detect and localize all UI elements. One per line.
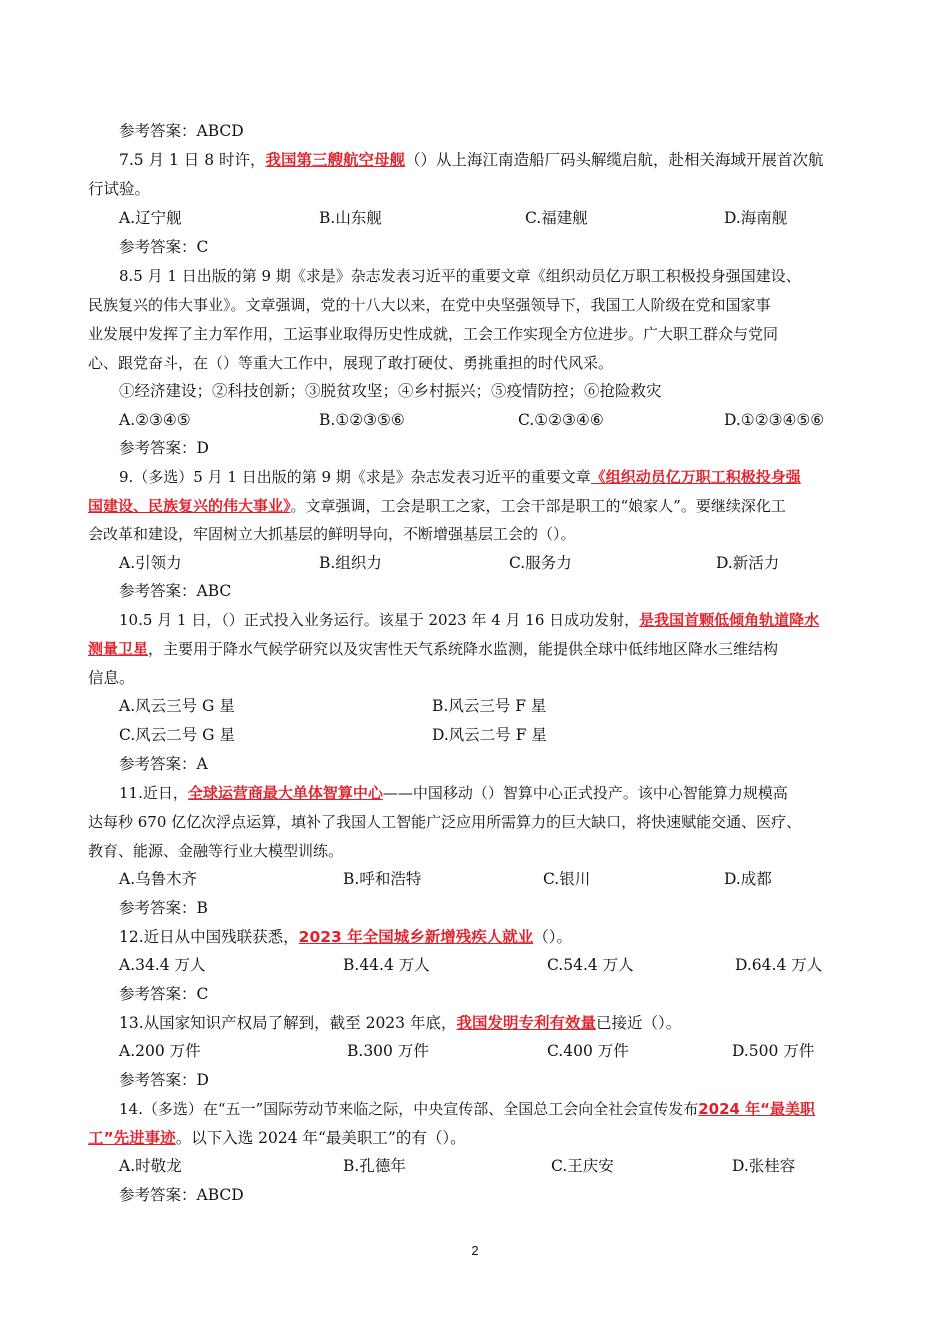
question-8-line-3: 业发展中发挥了主力军作用，工运事业取得历史性成就，工会工作实现全方位进步。广大职工群众与党同 [88,325,779,343]
question-14-line-1 [119,1095,895,1124]
q12-option-a: A.34.4 万人 [119,956,206,974]
q14-option-c: C.王庆安 [551,1157,614,1175]
q9-option-c: C.服务力 [509,554,572,572]
answer-q11: 参考答案：B [119,899,208,917]
q12-highlight: 2023 年全国城乡新增残疾人就业 [298,928,534,946]
q13-option-c: C.400 万件 [547,1042,629,1060]
q13-text: 13.从国家知识产权局了解到，截至 2023 年底， [119,1014,457,1032]
q9-highlight-1: 《组织动员亿万职工积极投身强 [590,468,801,486]
q12-text-cont: （）。 [533,928,572,946]
question-14-line-2 [88,1124,864,1153]
question-8-line-2: 民族复兴的伟大事业》。文章强调，党的十八大以来，在党中央坚强领导下，我国工人阶级在党和国家事 [88,296,771,314]
answer-q12: 参考答案：C [119,985,209,1003]
q12-option-d: D.64.4 万人 [735,956,823,974]
question-7-line-1 [119,146,895,175]
q8-option-d: D.①②③④⑤⑥ [724,411,825,429]
q11-option-b: B.呼和浩特 [343,870,422,888]
q10-option-d: D.风云二号 F 星 [432,726,547,744]
q10-option-b: B.风云三号 F 星 [432,697,547,715]
page-number: 2 [471,1243,479,1258]
q13-option-b: B.300 万件 [347,1042,429,1060]
question-8-line-4: 心、跟党奋斗，在（）等重大工作中，展现了敢打硬仗、勇挑重担的时代风采。 [88,354,614,372]
q12-option-b: B.44.4 万人 [343,956,430,974]
question-11-line-2: 达每秒 670 亿亿次浮点运算，填补了我国人工智能广泛应用所需算力的巨大缺口，将快速赋能交通、医疗、 [88,813,802,831]
question-8-line-1: 8.5 月 1 日出版的第 9 期《求是》杂志发表习近平的重要文章《组织动员亿万职工积极投身强国建设、 [119,267,801,285]
q10-highlight-2: 测量卫星 [88,640,149,658]
question-8-items: ①经济建设；②科技创新；③脱贫攻坚；④乡村振兴；⑤疫情防控；⑥抢险救灾 [119,382,662,400]
q11-highlight: 全球运营商最大单体智算中心 [187,784,383,802]
q13-text-cont: 已接近（）。 [595,1014,682,1032]
q13-option-a: A.200 万件 [119,1042,201,1060]
q11-text-cont: ——中国移动（）智算中心正式投产。该中心智能算力规模高 [382,784,788,802]
answer-q13: 参考答案：D [119,1071,209,1089]
q11-option-c: C.银川 [543,870,591,888]
q9-option-a: A.引领力 [119,554,182,572]
q10-text: 10.5 月 1 日，（）正式投入业务运行。该星于 2023 年 4 月 16 日成功发射， [119,611,640,629]
q14-highlight-1: 2024 年“最美职 [698,1100,816,1118]
question-9-line-1 [119,463,895,492]
q14-highlight-2: 工”先进事迹 [88,1129,176,1147]
q10-text-cont: ，主要用于降水气候学研究以及灾害性天气系统降水监测，能提供全球中低纬地区降水三维结构 [148,640,779,658]
q7-text: 7.5 月 1 日 8 时许， [119,151,266,169]
q7-option-b: B.山东舰 [319,209,382,227]
question-7-line-2: 行试验。 [88,180,151,198]
answer-q7: 参考答案：C [119,238,209,256]
q10-highlight-1: 是我国首颗低倾角轨道降水 [639,611,820,629]
question-9-line-3: 会改革和建设，牢固树立大抓基层的鲜明导向，不断增强基层工会的（）。 [88,525,576,543]
answer-q8: 参考答案：D [119,439,209,457]
q7-option-c: C.福建舰 [525,209,588,227]
q8-option-a: A.②③④⑤ [119,411,191,429]
q13-option-d: D.500 万件 [732,1042,815,1060]
q9-text: 9.（多选）5 月 1 日出版的第 9 期《求是》杂志发表习近平的重要文章 [119,468,591,486]
question-10-line-2 [88,635,864,664]
q14-option-a: A.时敬龙 [119,1157,182,1175]
q12-text: 12.近日从中国残联获悉， [119,928,299,946]
question-13 [119,1009,895,1038]
question-10-line-3: 信息。 [88,669,135,687]
answer-q10: 参考答案：A [119,755,208,773]
q7-highlight: 我国第三艘航空母舰 [265,151,406,169]
q8-option-c: C.①②③④⑥ [518,411,604,429]
question-9-line-2 [88,492,864,521]
answer-q14: 参考答案：ABCD [119,1186,244,1204]
q7-option-a: A.辽宁舰 [119,209,182,227]
q12-option-c: C.54.4 万人 [547,956,634,974]
q8-option-b: B.①②③⑤⑥ [319,411,405,429]
q10-option-a: A.风云三号 G 星 [119,697,235,715]
q14-option-b: B.孔德年 [343,1157,406,1175]
q9-option-b: B.组织力 [319,554,382,572]
q9-text-cont: 。文章强调，工会是职工之家，工会干部是职工的“娘家人”。要继续深化工 [290,497,786,515]
question-12 [119,923,895,952]
q10-option-c: C.风云二号 G 星 [119,726,235,744]
q11-option-a: A.乌鲁木齐 [119,870,198,888]
q14-text: 14.（多选）在“五一”国际劳动节来临之际，中央宣传部、全国总工会向全社会宣传发布 [119,1100,699,1118]
question-11-line-1 [119,779,895,808]
question-11-line-3: 教育、能源、金融等行业大模型训练。 [88,842,344,860]
q14-text-cont: 。以下入选 2024 年“最美职工”的有（）。 [175,1129,466,1147]
q7-text-cont: （）从上海江南造船厂码头解缆启航，赴相关海域开展首次航 [405,151,824,169]
q11-option-d: D.成都 [724,870,772,888]
answer-q6: 参考答案：ABCD [119,122,244,140]
q7-option-d: D.海南舰 [724,209,788,227]
answer-q9: 参考答案：ABC [119,582,232,600]
q14-option-d: D.张桂容 [732,1157,796,1175]
q11-text: 11.近日， [119,784,188,802]
q9-option-d: D.新活力 [716,554,780,572]
q9-highlight-2: 国建设、民族复兴的伟大事业》 [88,497,291,515]
question-10-line-1 [119,606,895,635]
q13-highlight: 我国发明专利有效量 [456,1014,596,1032]
